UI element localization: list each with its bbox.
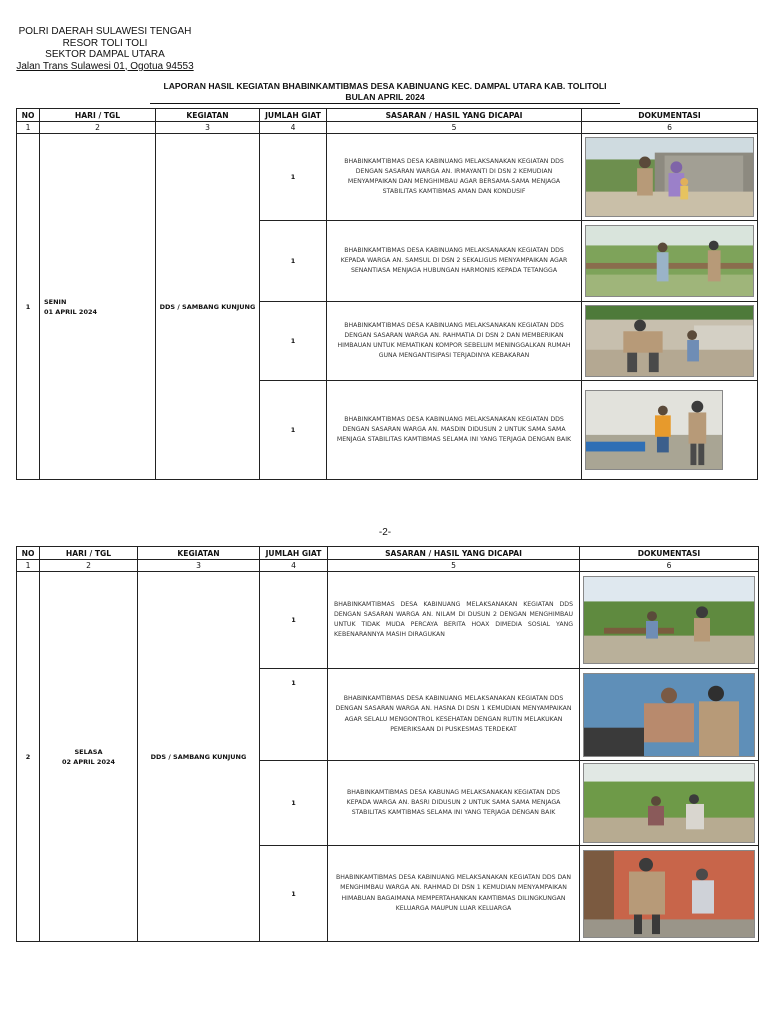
documentation-photo (583, 576, 755, 664)
photo-illustration-3 (586, 306, 753, 376)
photo-illustration-8 (584, 851, 754, 937)
row-day-date (40, 572, 138, 942)
col-header-count: JUMLAH GIAT (260, 547, 328, 560)
row-photo-cell (580, 572, 759, 669)
column-number-row (17, 560, 759, 572)
col-header-result: SASARAN / HASIL YANG DICAPAI (327, 109, 582, 122)
row-photo-cell (582, 134, 758, 221)
letterhead (10, 26, 200, 72)
photo-illustration-4 (586, 391, 722, 469)
row-activity: DDS / SAMBANG KUNJUNG (138, 572, 260, 942)
row-number: 2 (17, 572, 40, 942)
row-count: 1 (260, 302, 327, 381)
col-number: 6 (580, 560, 759, 572)
documentation-photo (585, 225, 754, 297)
col-header-documentation: DOKUMENTASI (580, 547, 759, 560)
report-table-page-2 (16, 546, 759, 942)
documentation-photo (585, 137, 754, 217)
row-description: BHABINKAMTIBMAS DESA KABINUANG MELAKSANAKAN KEGIATAN DDS DENGAN SASARAN WARGA AN. NILAM DI DUSUN 2 DENGAN MENGHIMBAU UNTUK TIDAK MUDA PERCAYA BERITA HOAX DIMEDIA SOSIAL YANG KEBENARANNYA MASIH DIRAGUKAN (328, 572, 580, 669)
letterhead-address: Jalan Trans Sulawesi 01, Ogotua 94553 (16, 60, 194, 72)
col-number: 3 (156, 122, 260, 134)
page-number: -2- (378, 527, 392, 538)
row-description: BHABINKAMTIBMAS DESA KABINUANG MELAKSANAKAN KEGIATAN DDS DENGAN SASARAN WARGA AN. IRMAYANTI DI DSN 2 KEMUDIAN MENYAMPAIKAN DAN MENGHIMBAU AGAR BERSAMA-SAMA MENJAGA STABILITAS KAMTIBMAS AMAN DAN KONDUSIF (327, 134, 582, 221)
row-date: 01 APRIL 2024 (44, 307, 98, 316)
row-photo-cell (582, 302, 758, 381)
report-title-line-1: LAPORAN HASIL KEGIATAN BHABINKAMTIBMAS DESA KABINUANG KEC. DAMPAL UTARA KAB. TOLITOLI (163, 81, 607, 91)
row-description: BHABINKAMTIBMAS DESA KABINUANG MELAKSANAKAN KEGIATAN DDS DAN MENGHIMBAU WARGA AN. RAHMAD DI DSN 1 KEMUDIAN MENYAMPAIKAN HIMABUAN BAGAIMANA MEMPERTAHANKAN KAMTIBMAS DILINGKUNGAN KELUARGA MAUPUN LUAR KELUARGA (328, 846, 580, 942)
documentation-photo (583, 850, 755, 938)
row-photo-cell (582, 221, 758, 302)
row-photo-cell (580, 846, 759, 942)
row-count: 1 (260, 761, 328, 846)
row-description: BHABINKAMTIBMAS DESA KABINUANG MELAKSANAKAN KEGIATAN DDS DENGAN SASARAN WARGA AN. HASNA DI DSN 1 KEMUDIAN MENYAMPAIKAN AGAR SELALU MENGONTROL KESEHATAN DENGAN RUTIN MELAKUKAN PEMERIKSAAN DI PUSKESMAS TERDEKAT (328, 669, 580, 761)
photo-illustration-2 (586, 226, 753, 296)
col-header-no: NO (17, 109, 40, 122)
row-activity: DDS / SAMBANG KUNJUNG (156, 134, 260, 480)
photo-illustration-5 (584, 577, 754, 663)
col-header-day: HARI / TGL (40, 547, 138, 560)
col-number: 4 (260, 122, 327, 134)
row-count: 1 (260, 381, 327, 480)
row-number: 1 (17, 134, 40, 480)
col-header-no: NO (17, 547, 40, 560)
report-title-line-2: BULAN APRIL 2024 (150, 92, 620, 104)
col-header-activity: KEGIATAN (138, 547, 260, 560)
col-number: 5 (328, 560, 580, 572)
documentation-photo (585, 305, 754, 377)
letterhead-line-2: RESOR TOLI TOLI (62, 37, 148, 49)
col-number: 3 (138, 560, 260, 572)
row-day-date (40, 134, 156, 480)
documentation-photo (583, 673, 755, 757)
row-description: BHABINKAMTIBMAS DESA KABINUANG MELAKSANAKAN KEGIATAN DDS DENGAN SASARAN WARGA AN. RAHMATIA DI DSN 2 DAN MEMBERIKAN HIMBAUAN UNTUK MEMATIKAN KOMPOR SEBELUM MENINGGALKAN RUMAH GUNA MENGANTISIPASI TERJADINYA KEBAKARAN (327, 302, 582, 381)
documentation-photo (585, 390, 723, 470)
documentation-photo (583, 763, 755, 843)
row-day: SELASA (74, 747, 103, 756)
col-header-result: SASARAN / HASIL YANG DICAPAI (328, 547, 580, 560)
col-number: 2 (40, 122, 156, 134)
table-row (17, 134, 758, 221)
table-header-row (17, 547, 759, 560)
col-number: 2 (40, 560, 138, 572)
col-number: 1 (17, 560, 40, 572)
report-table-page-1 (16, 108, 758, 480)
photo-illustration-7 (584, 764, 754, 842)
row-description: BHABINKAMTIBMAS DESA KABUNAG MELAKSANAKAN KEGIATAN DDS KEPADA WARGA AN. BASRI DIDUSUN 2 UNTUK SAMA SAMA MENJAGA STABILITAS KAMTIBMAS SELAMA INI YANG TERJAGA DENGAN BAIK (328, 761, 580, 846)
row-photo-cell (580, 761, 759, 846)
col-header-activity: KEGIATAN (156, 109, 260, 122)
row-count: 1 (260, 669, 328, 761)
col-number: 1 (17, 122, 40, 134)
photo-illustration-6 (584, 674, 754, 756)
table-header-row (17, 109, 758, 122)
letterhead-line-1: POLRI DAERAH SULAWESI TENGAH (18, 26, 192, 37)
row-count: 1 (260, 572, 328, 669)
column-number-row (17, 122, 758, 134)
row-count: 1 (260, 846, 328, 942)
letterhead-line-3: SEKTOR DAMPAL UTARA (45, 49, 165, 60)
row-day: SENIN (44, 297, 67, 306)
col-header-day: HARI / TGL (40, 109, 156, 122)
row-description: BHABINKAMTIBMAS DESA KABINUANG MELAKSANAKAN KEGIATAN DDS DENGAN SASARAN WARGA AN. MASDIN DIDUSUN 2 UNTUK SAMA SAMA MENJAGA STABILITAS KAMTIBMAS SELAMA INI YANG TERJAGA DENGAN BAIK (327, 381, 582, 480)
col-number: 5 (327, 122, 582, 134)
table-row (17, 572, 759, 669)
row-count: 1 (260, 134, 327, 221)
row-count: 1 (260, 221, 327, 302)
report-title (150, 81, 620, 104)
row-photo-cell (580, 669, 759, 761)
col-header-documentation: DOKUMENTASI (582, 109, 758, 122)
row-date: 02 APRIL 2024 (61, 757, 116, 766)
col-number: 4 (260, 560, 328, 572)
col-header-count: JUMLAH GIAT (260, 109, 327, 122)
row-photo-cell (582, 381, 758, 480)
row-description: BHABINKAMTIBMAS DESA KABINUANG MELAKSANAKAN KEGIATAN DDS KEPADA WARGA AN. SAMSUL DI DSN 2 SEKALIGUS MENYAMPAIKAN AGAR SENANTIASA MENJAGA HUBUNGAN HARMONIS KEPADA TETANGGA (327, 221, 582, 302)
photo-illustration-1 (586, 138, 753, 216)
col-number: 6 (582, 122, 758, 134)
